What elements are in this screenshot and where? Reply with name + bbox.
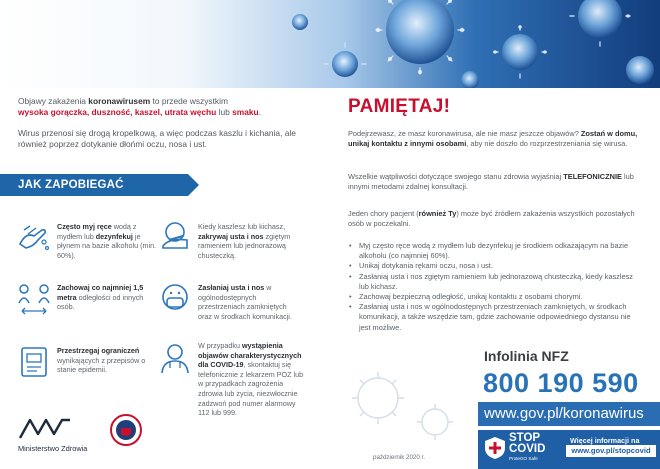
stopcovid-box[interactable] [478,430,660,469]
ministry-of-health-logo [18,414,76,442]
tip-bold: Zasłaniaj usta i nos [198,283,265,292]
helpline-label: Infolinia NFZ [484,348,569,364]
sanitary-inspectorate-emblem-icon [110,414,142,446]
tip-cover-cough [198,222,302,260]
intro-text: . [258,107,262,118]
tip-text: zgiętym ramieniem lub jednorazową chusteczką. [198,231,291,260]
tip-text: W przypadku [198,341,242,350]
prevention-banner: JAK ZAPOBIEGAĆ ZAKAŻENIU? [0,174,188,196]
tip-bold: Często myj ręce [57,222,112,231]
intro-text: to przede wszystkim [150,96,228,106]
tip-bold: wystąpienia objawów charakterystycznych dla COVID-19 [198,341,302,370]
remember-heading: PAMIĘTAJ! [348,96,451,117]
hero-virus-banner [0,0,660,88]
tip-text: , skontaktuj się telefonicznie z lekarzem POZ lub w przypadkach zagrożenia zdrowia lub życia, niezwłocznie zadzwoń pod numer alarmowy 112 lub 999. [198,360,304,418]
intro-symptoms [18,96,318,119]
tip-cover-face [198,283,302,321]
protego-label: ProteGO Safe [509,456,538,461]
symptom-smell: smaku [232,107,259,118]
left-column [18,96,318,150]
stopcovid-title [509,433,545,455]
stopcovid-url-link[interactable]: www.gov.pl/stopcovid [566,445,656,457]
cough-elbow-icon [157,218,193,254]
tip-bold: Zachowaj co najmniej 1,5 metra [57,283,144,302]
intro-text: lub [216,107,233,118]
stopcovid-line2: COVID [509,443,546,455]
tip-text: Kiedy kaszlesz lub kichasz, [198,222,286,231]
paragraph-text: Jeden chory pacjent ( [348,209,419,218]
paragraph-text: ) może być źródłem zakażenia wszystkich pozostałych osób w poczekalni. [348,209,635,229]
paragraph-phone-consult [348,172,644,192]
symptoms-list: wysoka gorączka, duszność, kaszel, utrata węchu [18,107,217,118]
gov-url-link[interactable]: www.gov.pl/koronawirus [484,405,644,422]
list-item: • Zasłaniaj usta i nos zgiętym ramieniem lub jednorazową chusteczką, kiedy kaszlesz lub kichasz. [348,272,644,292]
helpline-phone-number[interactable]: 800 190 590 [483,368,639,398]
tip-symptoms-contact [198,341,304,418]
face-mask-icon [157,281,193,317]
tip-keep-distance [57,283,153,312]
tip-text: wynikających z przepisów o stanie epidemii. [57,355,146,375]
paragraph-bold: Zostań w domu, unikaj kontaktu z innymi osobami [348,129,638,149]
ministry-name: Ministerstwo Zdrowia [18,444,88,453]
intro-keyword: koronawirusem [88,96,151,106]
tip-text: w ogólnodostępnych przestrzeniach zamkniętych oraz w środkach komunikacji. [198,283,292,321]
intro-transmission: Wirus przenosi się drogą kropelkową, a więc podczas kaszlu i kichania, ale również poprzez dotykanie dłońmi oczu, nosa i ust. [18,127,296,149]
list-item: • Zasłaniaj usta i nos w ogólnodostępnych przestrzeniach zamkniętych, w środkach komunikacji, a także wszędzie tam, gdzie zachowanie odpowiedniego dystansu nie jest możliwe. [348,302,644,333]
paragraph-bold: TELEFONICZNIE [563,172,622,181]
advice-bullet-list [348,241,644,333]
more-info-label: Więcej informacji na [570,436,640,445]
paragraph-bold: również Ty [418,209,457,218]
tip-bold: zakrywaj usta i nos [198,231,264,241]
doctor-call-icon [157,340,193,376]
rules-document-icon [16,344,52,380]
logos-area [18,414,88,453]
intro-text: Objawy zakażenia [18,96,89,106]
tip-wash-hands [57,222,157,260]
list-item: • Myj często ręce wodą z mydłem lub dezynfekuj je środkiem odkażającym na bazie alkoholu (co najmniej 60%). [348,241,644,261]
paragraph-text: , aby nie doszło do rozprzestrzeniania się wirusa. [466,139,628,149]
handwash-icon [16,218,52,254]
tip-follow-rules [57,346,153,375]
paragraph-text: Wszelkie wątpliwości dotyczące swojego stanu zdrowia wyjaśniaj [348,172,564,181]
tip-text: je płynem na bazie alkoholu (min. 60%). [57,231,157,260]
virus-illustration [0,0,660,88]
stopcovid-line1: STOP [509,432,541,444]
tip-text: wodą z mydłem lub [57,222,137,241]
issue-date: październik 2020 r. [373,454,425,461]
paragraph-text: Podejrzewasz, że masz koronawirusa, ale nie masz jeszcze objawów? [348,129,581,138]
list-item: • Zachowaj bezpieczną odległość, unikaj kontaktu z osobami chorymi. [348,292,644,302]
list-item: • Unikaj dotykania rękami oczu, nosa i ust. [348,261,644,271]
tip-text: odległości od innych osób. [57,292,144,312]
paragraph-stay-home [348,129,644,149]
paragraph-waiting-room [348,209,644,229]
tip-bold: Przestrzegaj ograniczeń [57,346,140,355]
gov-url-bar[interactable] [478,402,660,426]
distance-people-icon [16,281,52,317]
virus-decoration-icon [340,360,470,455]
tip-bold: dezynfekuj [95,231,133,241]
stopcovid-shield-icon [483,436,507,460]
paragraph-text: lub innymi metodami zdalnej konsultacji. [348,172,634,192]
